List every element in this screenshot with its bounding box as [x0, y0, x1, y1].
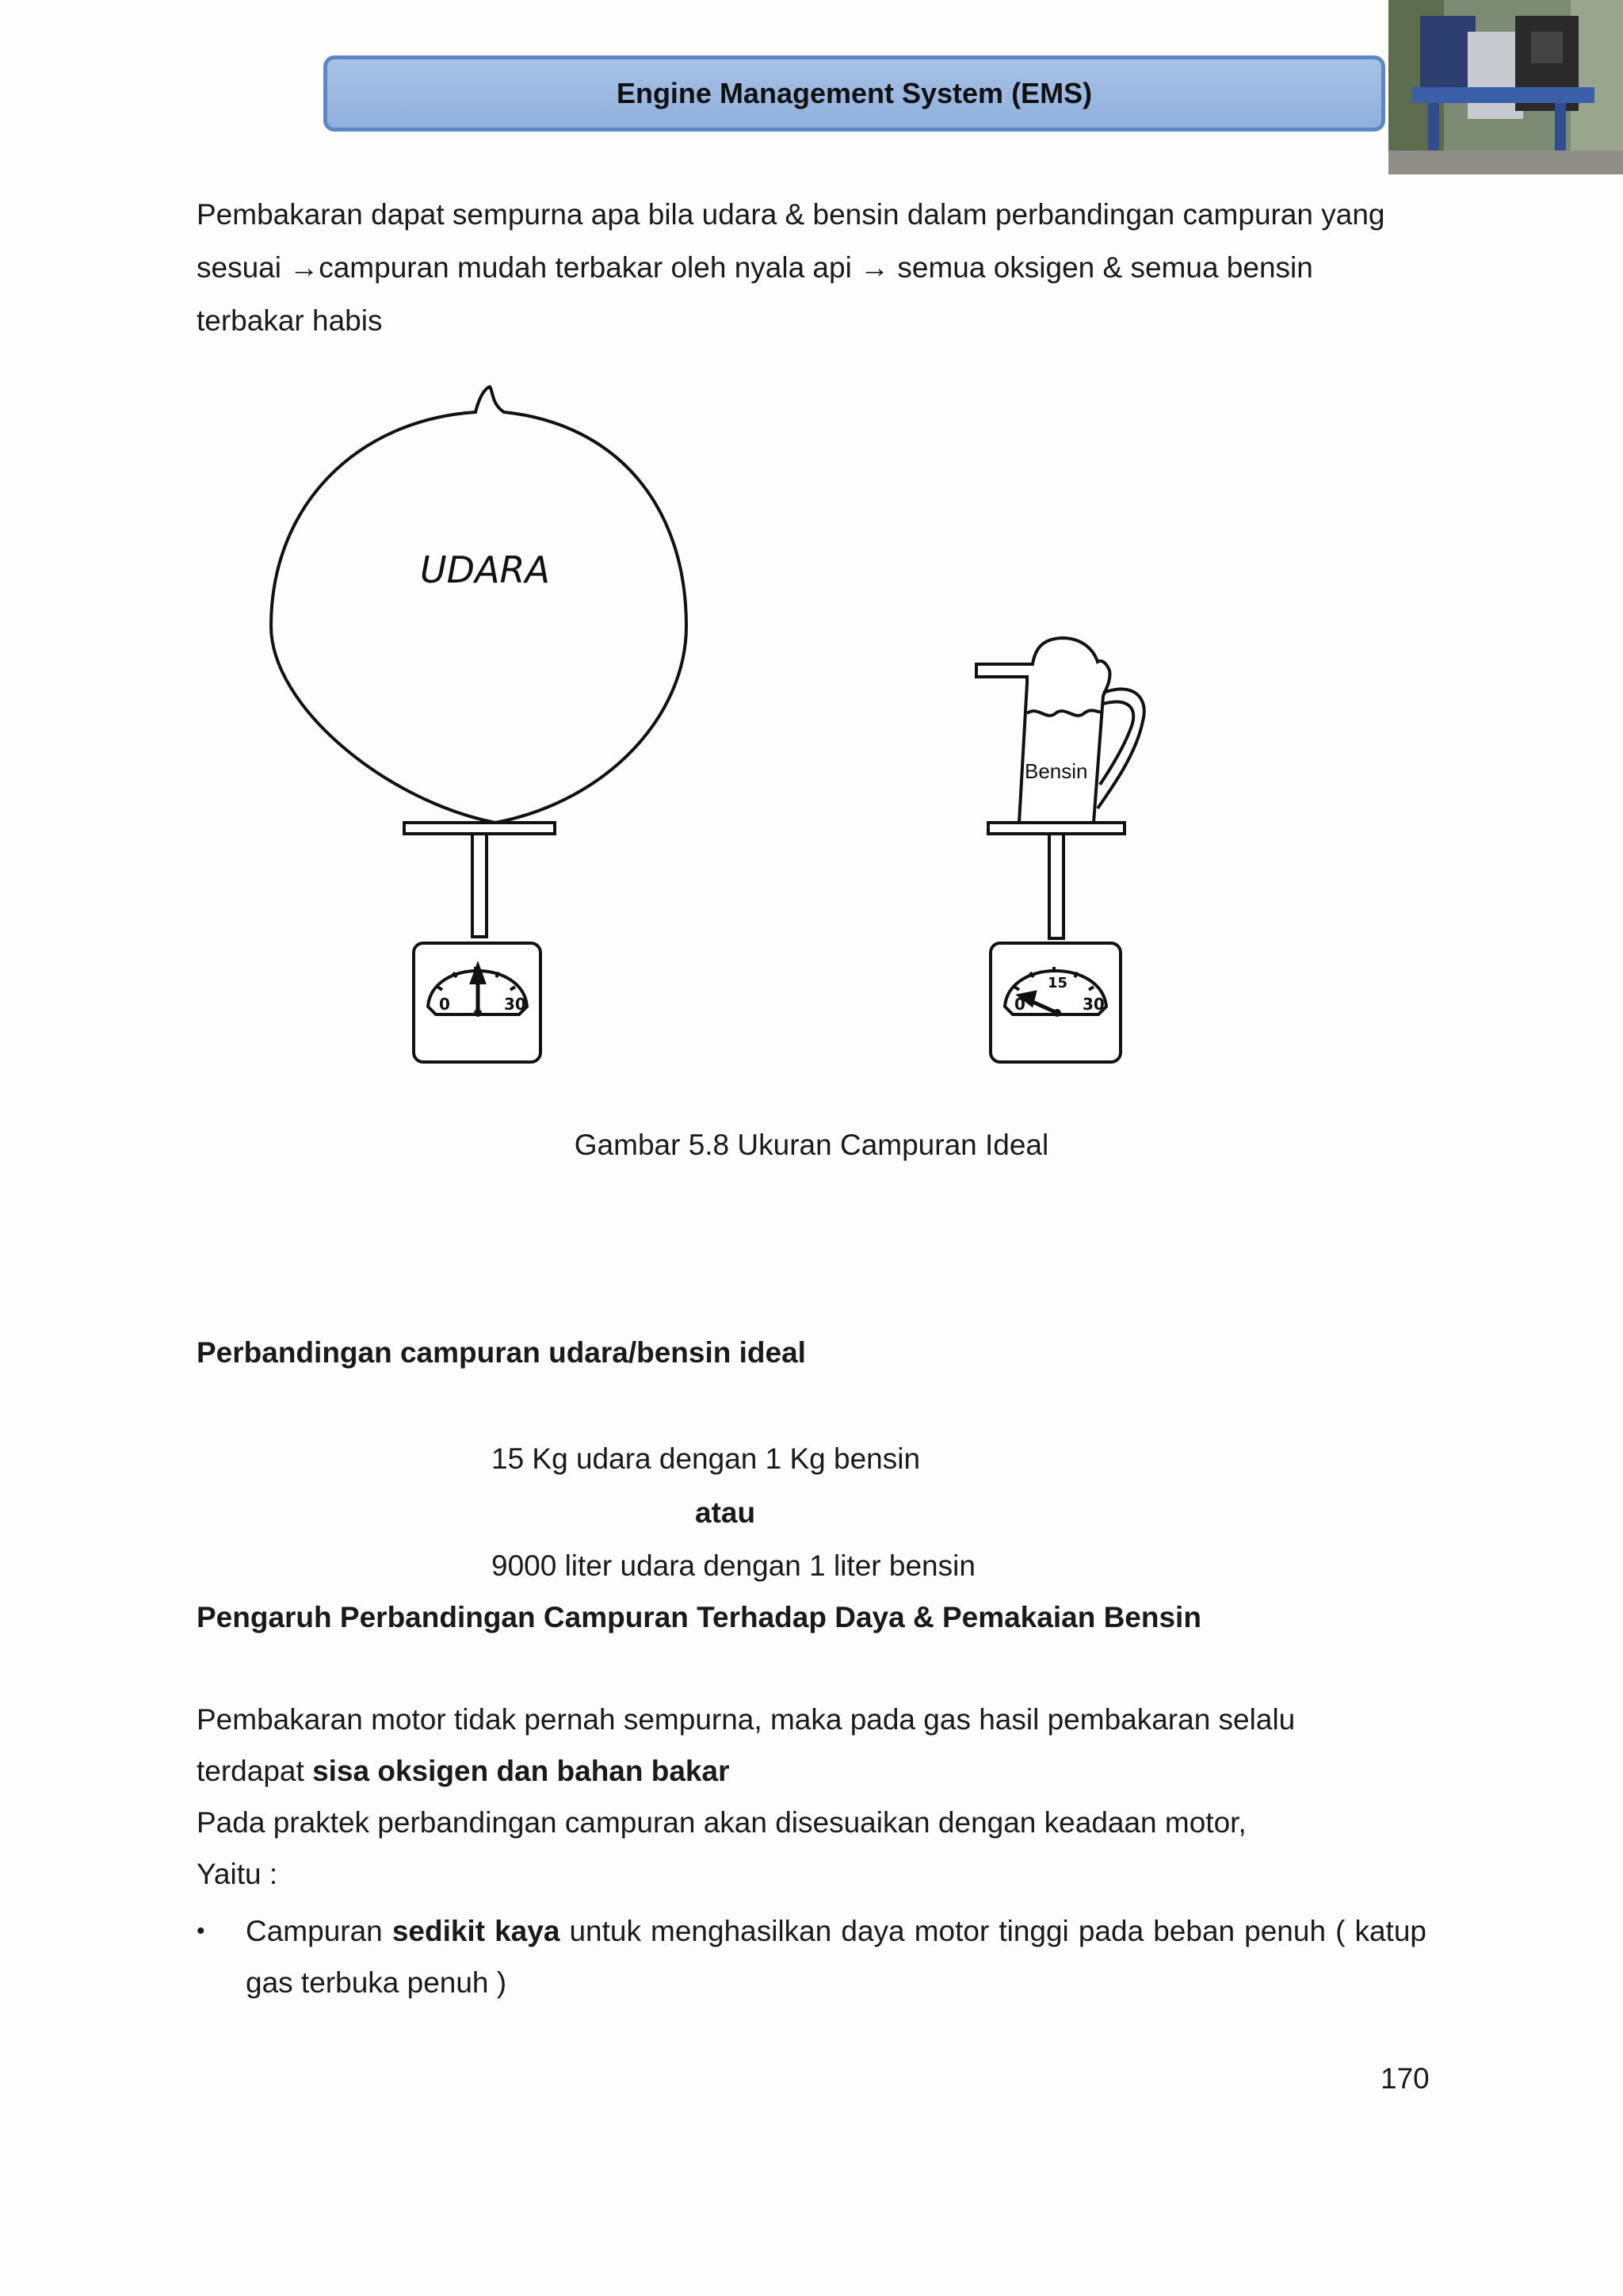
right-scale-mid: 15	[1048, 975, 1068, 991]
influence-p1-line-1: Pembakaran motor tidak pernah sempurna, maka pada gas hasil pembakaran selalu	[197, 1703, 1296, 1736]
right-scale-post	[1049, 834, 1064, 938]
influence-heading: Pengaruh Perbandingan Campuran Terhadap Daya & Pemakaian Bensin	[197, 1601, 1201, 1633]
fuel-pitcher	[976, 638, 1110, 823]
bullet-text-pre: Campuran	[246, 1915, 392, 1947]
engine-photo-image	[1388, 0, 1623, 174]
left-scale-min: 0	[439, 995, 450, 1014]
right-scale-min: 0	[1014, 995, 1025, 1014]
engine-photo	[1388, 0, 1623, 174]
list-item	[197, 1905, 1426, 2008]
air-label: UDARA	[420, 548, 550, 591]
intro-line-3: terbakar habis	[197, 304, 383, 337]
bullet-list	[197, 1905, 1426, 2008]
bullet-text-post: untuk menghasilkan daya motor tinggi pada beban penuh ( katup gas terbuka penuh )	[246, 1915, 1426, 1999]
bullet-icon: •	[197, 1918, 205, 1944]
ideal-or: atau	[695, 1496, 756, 1529]
left-scale-post	[472, 834, 487, 937]
bullet-text	[246, 1905, 1426, 2008]
left-scale-max: 30	[504, 995, 526, 1014]
ideal-line-2: 9000 liter udara dengan 1 liter bensin	[491, 1549, 976, 1582]
intro-line-2: sesuai →campuran mudah terbakar oleh nyala api → semua oksigen & semua bensin	[197, 251, 1313, 284]
ideal-heading: Perbandingan campuran udara/bensin ideal	[197, 1336, 806, 1369]
mixture-figure	[238, 372, 1157, 1086]
left-scale-platform	[404, 823, 555, 834]
header-title: Engine Management System (EMS)	[616, 77, 1093, 109]
ideal-line-1: 15 Kg udara dengan 1 Kg bensin	[491, 1442, 921, 1475]
right-scale-max: 30	[1083, 995, 1105, 1014]
air-balloon	[271, 387, 686, 823]
influence-p1-line-2-bold: sisa oksigen dan bahan bakar	[312, 1755, 730, 1787]
page-number: 170	[1381, 2062, 1430, 2095]
influence-p3: Yaitu :	[197, 1858, 278, 1890]
figure-caption: Gambar 5.8 Ukuran Campuran Ideal	[574, 1129, 1049, 1161]
influence-p2: Pada praktek perbandingan campuran akan disesuaikan dengan keadaan motor,	[197, 1806, 1247, 1839]
header-banner	[323, 55, 1385, 132]
bullet-text-bold: sedikit kaya	[391, 1915, 560, 1947]
influence-p1-line-2-text: terdapat	[197, 1755, 313, 1787]
intro-line-1: Pembakaran dapat sempurna apa bila udara & bensin dalam perbandingan campuran yang	[197, 198, 1385, 231]
right-scale-platform	[988, 823, 1125, 834]
fuel-label: Bensin	[1025, 759, 1088, 783]
influence-p1-line-2	[197, 1755, 729, 1788]
